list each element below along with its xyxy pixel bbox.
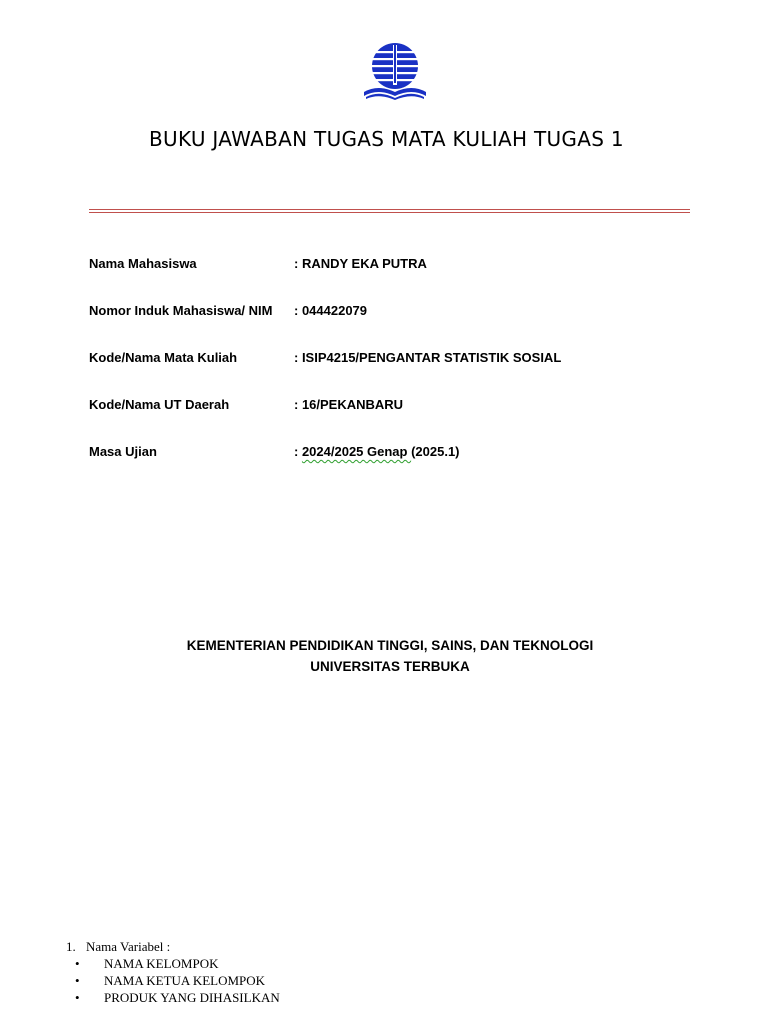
- field-value: : RANDY EKA PUTRA: [294, 256, 427, 271]
- ministry-name: KEMENTERIAN PENDIDIKAN TINGGI, SAINS, DAN TEKNOLOGI: [186, 638, 594, 653]
- field-value: : 044422079: [294, 303, 368, 318]
- universitas-terbuka-logo: [360, 42, 430, 102]
- bullet-text: PRODUK YANG DIHASILKAN: [104, 990, 280, 1005]
- value-prefix: :: [294, 444, 302, 459]
- spellcheck-underlined-text: 2024/2025 Genap: [301, 444, 412, 459]
- field-label: Masa Ujian: [89, 444, 157, 459]
- list-number: 1.: [66, 939, 76, 954]
- document-title: BUKU JAWABAN TUGAS MATA KULIAH TUGAS 1: [149, 127, 624, 151]
- value-suffix: (2025.1): [411, 444, 460, 459]
- bullet-text: NAMA KELOMPOK: [104, 956, 219, 971]
- field-label: Nama Mahasiswa: [89, 256, 197, 271]
- field-value: : ISIP4215/PENGANTAR STATISTIK SOSIAL: [294, 350, 562, 365]
- bullet-icon: •: [75, 990, 80, 1005]
- field-value: : 16/PEKANBARU: [294, 397, 404, 412]
- bullet-icon: •: [75, 956, 80, 971]
- bullet-icon: •: [75, 973, 80, 988]
- bullet-text: NAMA KETUA KELOMPOK: [104, 973, 266, 988]
- field-label: Kode/Nama UT Daerah: [89, 397, 230, 412]
- list-heading: Nama Variabel :: [86, 939, 171, 954]
- field-label: Kode/Nama Mata Kuliah: [89, 350, 238, 365]
- university-name: UNIVERSITAS TERBUKA: [310, 659, 470, 674]
- header-divider: [89, 209, 690, 214]
- field-value: [294, 444, 460, 459]
- field-label: Nomor Induk Mahasiswa/ NIM: [89, 303, 273, 318]
